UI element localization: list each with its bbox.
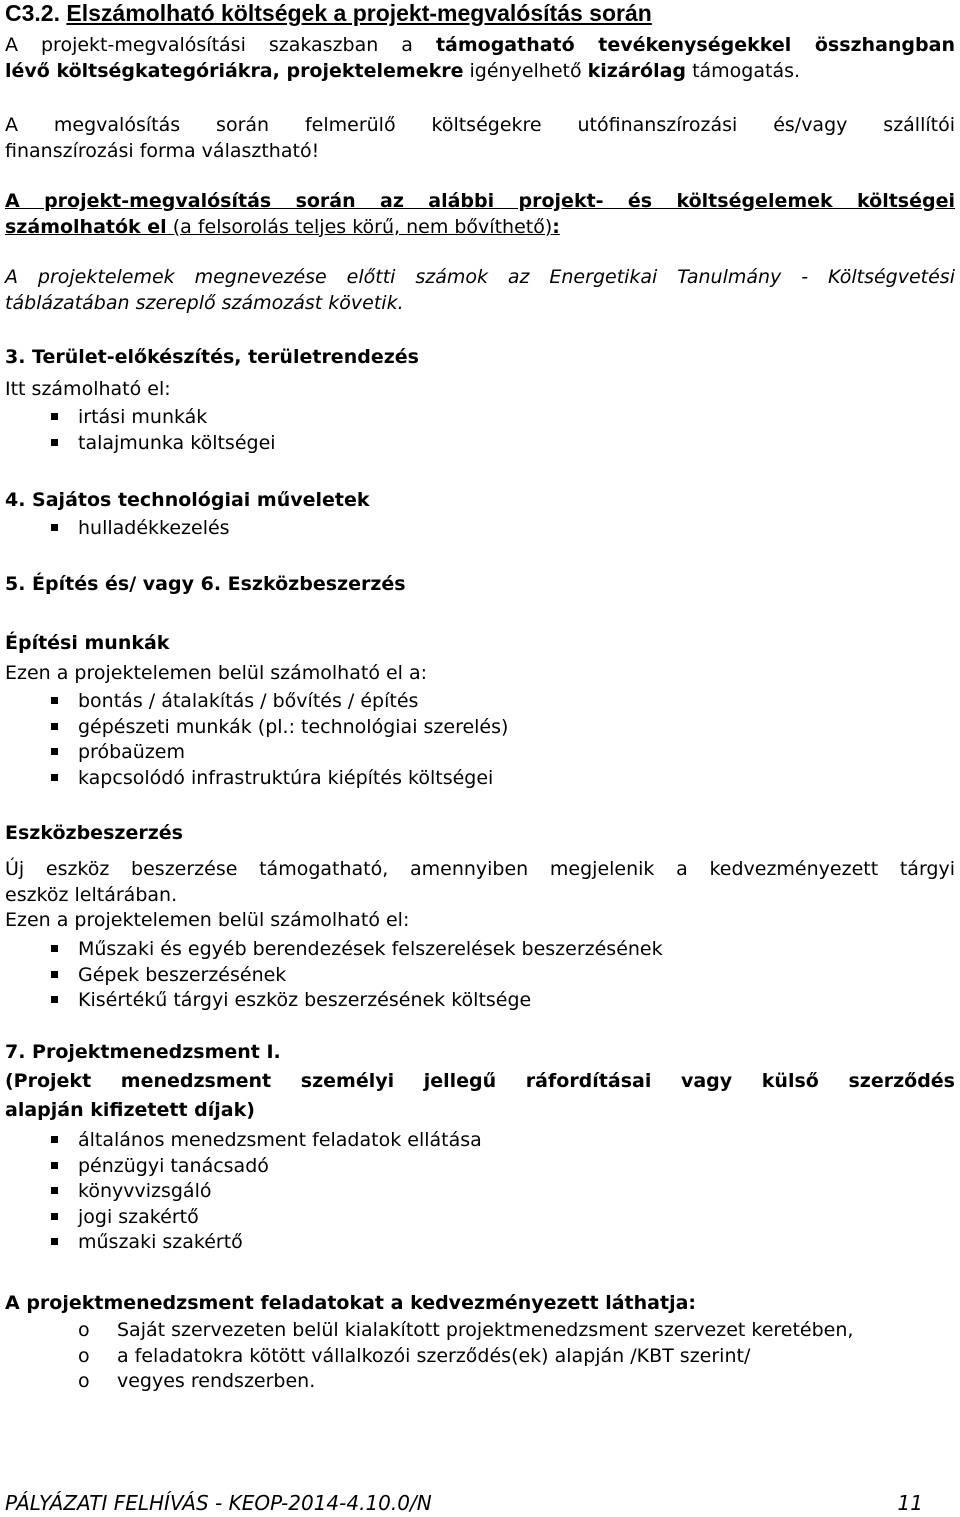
intro-bold-text: számolhatók el bbox=[5, 215, 167, 238]
intro-text: A projekt-megvalósítási szakaszban a bbox=[5, 34, 436, 56]
s56-heading: 5. Építés és/ vagy 6. Eszközbeszerzés bbox=[5, 573, 406, 595]
page-number: 11 bbox=[897, 1491, 923, 1515]
section-title-text: Elszámolható költségek a projekt-megvalósítás során bbox=[66, 0, 652, 26]
section-number: C3.2. bbox=[5, 0, 60, 26]
s7-subheading-line2: alapján kifizetett díjak) bbox=[5, 1099, 255, 1121]
eszkoz-list bbox=[5, 937, 955, 1014]
list-item: talajmunka költségei bbox=[5, 431, 955, 457]
pm-list bbox=[5, 1318, 955, 1395]
intro-colon: : bbox=[552, 215, 560, 238]
intro-paragraph-1-line2 bbox=[5, 59, 955, 85]
circle-bullet-icon: o bbox=[78, 1319, 90, 1341]
s3-lead: Itt számolható el: bbox=[5, 378, 171, 400]
intro-bold-text: támogatható tevékenységekkel összhangban bbox=[435, 34, 955, 56]
intro-text: (a felsorolás teljes körű, nem bővíthető) bbox=[166, 215, 553, 238]
epitesi-heading: Építési munkák bbox=[5, 632, 170, 654]
s7-list bbox=[5, 1128, 955, 1256]
list-item: pénzügyi tanácsadó bbox=[5, 1154, 955, 1180]
eszkoz-paragraph-line1: Új eszköz beszerzése támogatható, amennyiben megjelenik a kedvezményezett tárgyi bbox=[5, 858, 955, 880]
epitesi-list bbox=[5, 689, 955, 791]
epitesi-lead: Ezen a projektelemen belül számolható el a: bbox=[5, 662, 428, 684]
s7-heading: 7. Projektmenedzsment I. bbox=[5, 1041, 281, 1063]
list-item: irtási munkák bbox=[5, 405, 955, 431]
list-item bbox=[5, 1318, 955, 1344]
s3-heading: 3. Terület-előkészítés, területrendezés bbox=[5, 346, 419, 368]
intro-paragraph-4-line2: táblázatában szereplő számozást követik. bbox=[5, 291, 404, 314]
s7-subheading-line1: (Projekt menedzsment személyi jellegű ráfordításai vagy külső szerződés bbox=[5, 1070, 955, 1092]
list-item: hulladékkezelés bbox=[5, 516, 955, 542]
list-item bbox=[5, 1369, 955, 1395]
intro-text: támogatás. bbox=[686, 59, 801, 82]
eszkoz-paragraph-line2: eszköz leltárában. bbox=[5, 883, 178, 906]
intro-paragraph-2-line1: A megvalósítás során felmerülő költségekre utófinanszírozási és/vagy szállítói bbox=[5, 114, 955, 136]
list-item: Gépek beszerzésének bbox=[5, 963, 955, 989]
circle-bullet-icon: o bbox=[78, 1344, 90, 1367]
intro-text: igényelhető bbox=[463, 59, 588, 82]
intro-paragraph-4-line1: A projektelemek megnevezése előtti számok az Energetikai Tanulmány - Költségvetési bbox=[5, 266, 955, 288]
intro-bold-text: lévő költségkategóriákra, projektelemekre bbox=[5, 59, 464, 82]
circle-bullet-icon: o bbox=[78, 1370, 90, 1392]
intro-paragraph-3-line1: A projekt-megvalósítás során az alábbi projekt- és költségelemek költségei bbox=[5, 190, 955, 212]
footer-title: PÁLYÁZATI FELHÍVÁS - KEOP-2014-4.10.0/N bbox=[5, 1491, 432, 1515]
pm-heading: A projektmenedzsment feladatokat a kedvezményezett láthatja: bbox=[5, 1292, 696, 1314]
list-item-text: vegyes rendszerben. bbox=[117, 1370, 316, 1392]
s4-heading: 4. Sajátos technológiai műveletek bbox=[5, 489, 370, 511]
eszkoz-heading: Eszközbeszerzés bbox=[5, 822, 183, 844]
list-item: bontás / átalakítás / bővítés / építés bbox=[5, 689, 955, 715]
page-footer bbox=[5, 1491, 923, 1517]
list-item: jogi szakértő bbox=[5, 1205, 955, 1231]
list-item bbox=[5, 1344, 955, 1370]
intro-paragraph-2-line2: finanszírozási forma választható! bbox=[5, 139, 320, 162]
list-item: általános menedzsment feladatok ellátása bbox=[5, 1128, 955, 1154]
intro-paragraph-1 bbox=[5, 33, 955, 59]
s3-list bbox=[5, 405, 955, 456]
list-item-text: a feladatokra kötött vállalkozói szerződés(ek) alapján /KBT szerint/ bbox=[117, 1344, 751, 1367]
list-item: műszaki szakértő bbox=[5, 1230, 955, 1256]
intro-paragraph-3-line2 bbox=[5, 215, 955, 241]
list-item: könyvvizsgáló bbox=[5, 1179, 955, 1205]
list-item: próbaüzem bbox=[5, 740, 955, 766]
eszkoz-lead: Ezen a projektelemen belül számolható el: bbox=[5, 909, 410, 931]
list-item-text: Saját szervezeten belül kialakított projektmenedzsment szervezet keretében, bbox=[117, 1319, 854, 1341]
intro-bold-text: kizárólag bbox=[587, 59, 687, 82]
section-title bbox=[5, 0, 955, 26]
list-item: gépészeti munkák (pl.: technológiai szerelés) bbox=[5, 715, 955, 741]
list-item: kapcsolódó infrastruktúra kiépítés költségei bbox=[5, 766, 955, 792]
list-item: Kisértékű tárgyi eszköz beszerzésének költsége bbox=[5, 988, 955, 1014]
s4-list bbox=[5, 516, 955, 542]
list-item: Műszaki és egyéb berendezések felszerelések beszerzésének bbox=[5, 937, 955, 963]
